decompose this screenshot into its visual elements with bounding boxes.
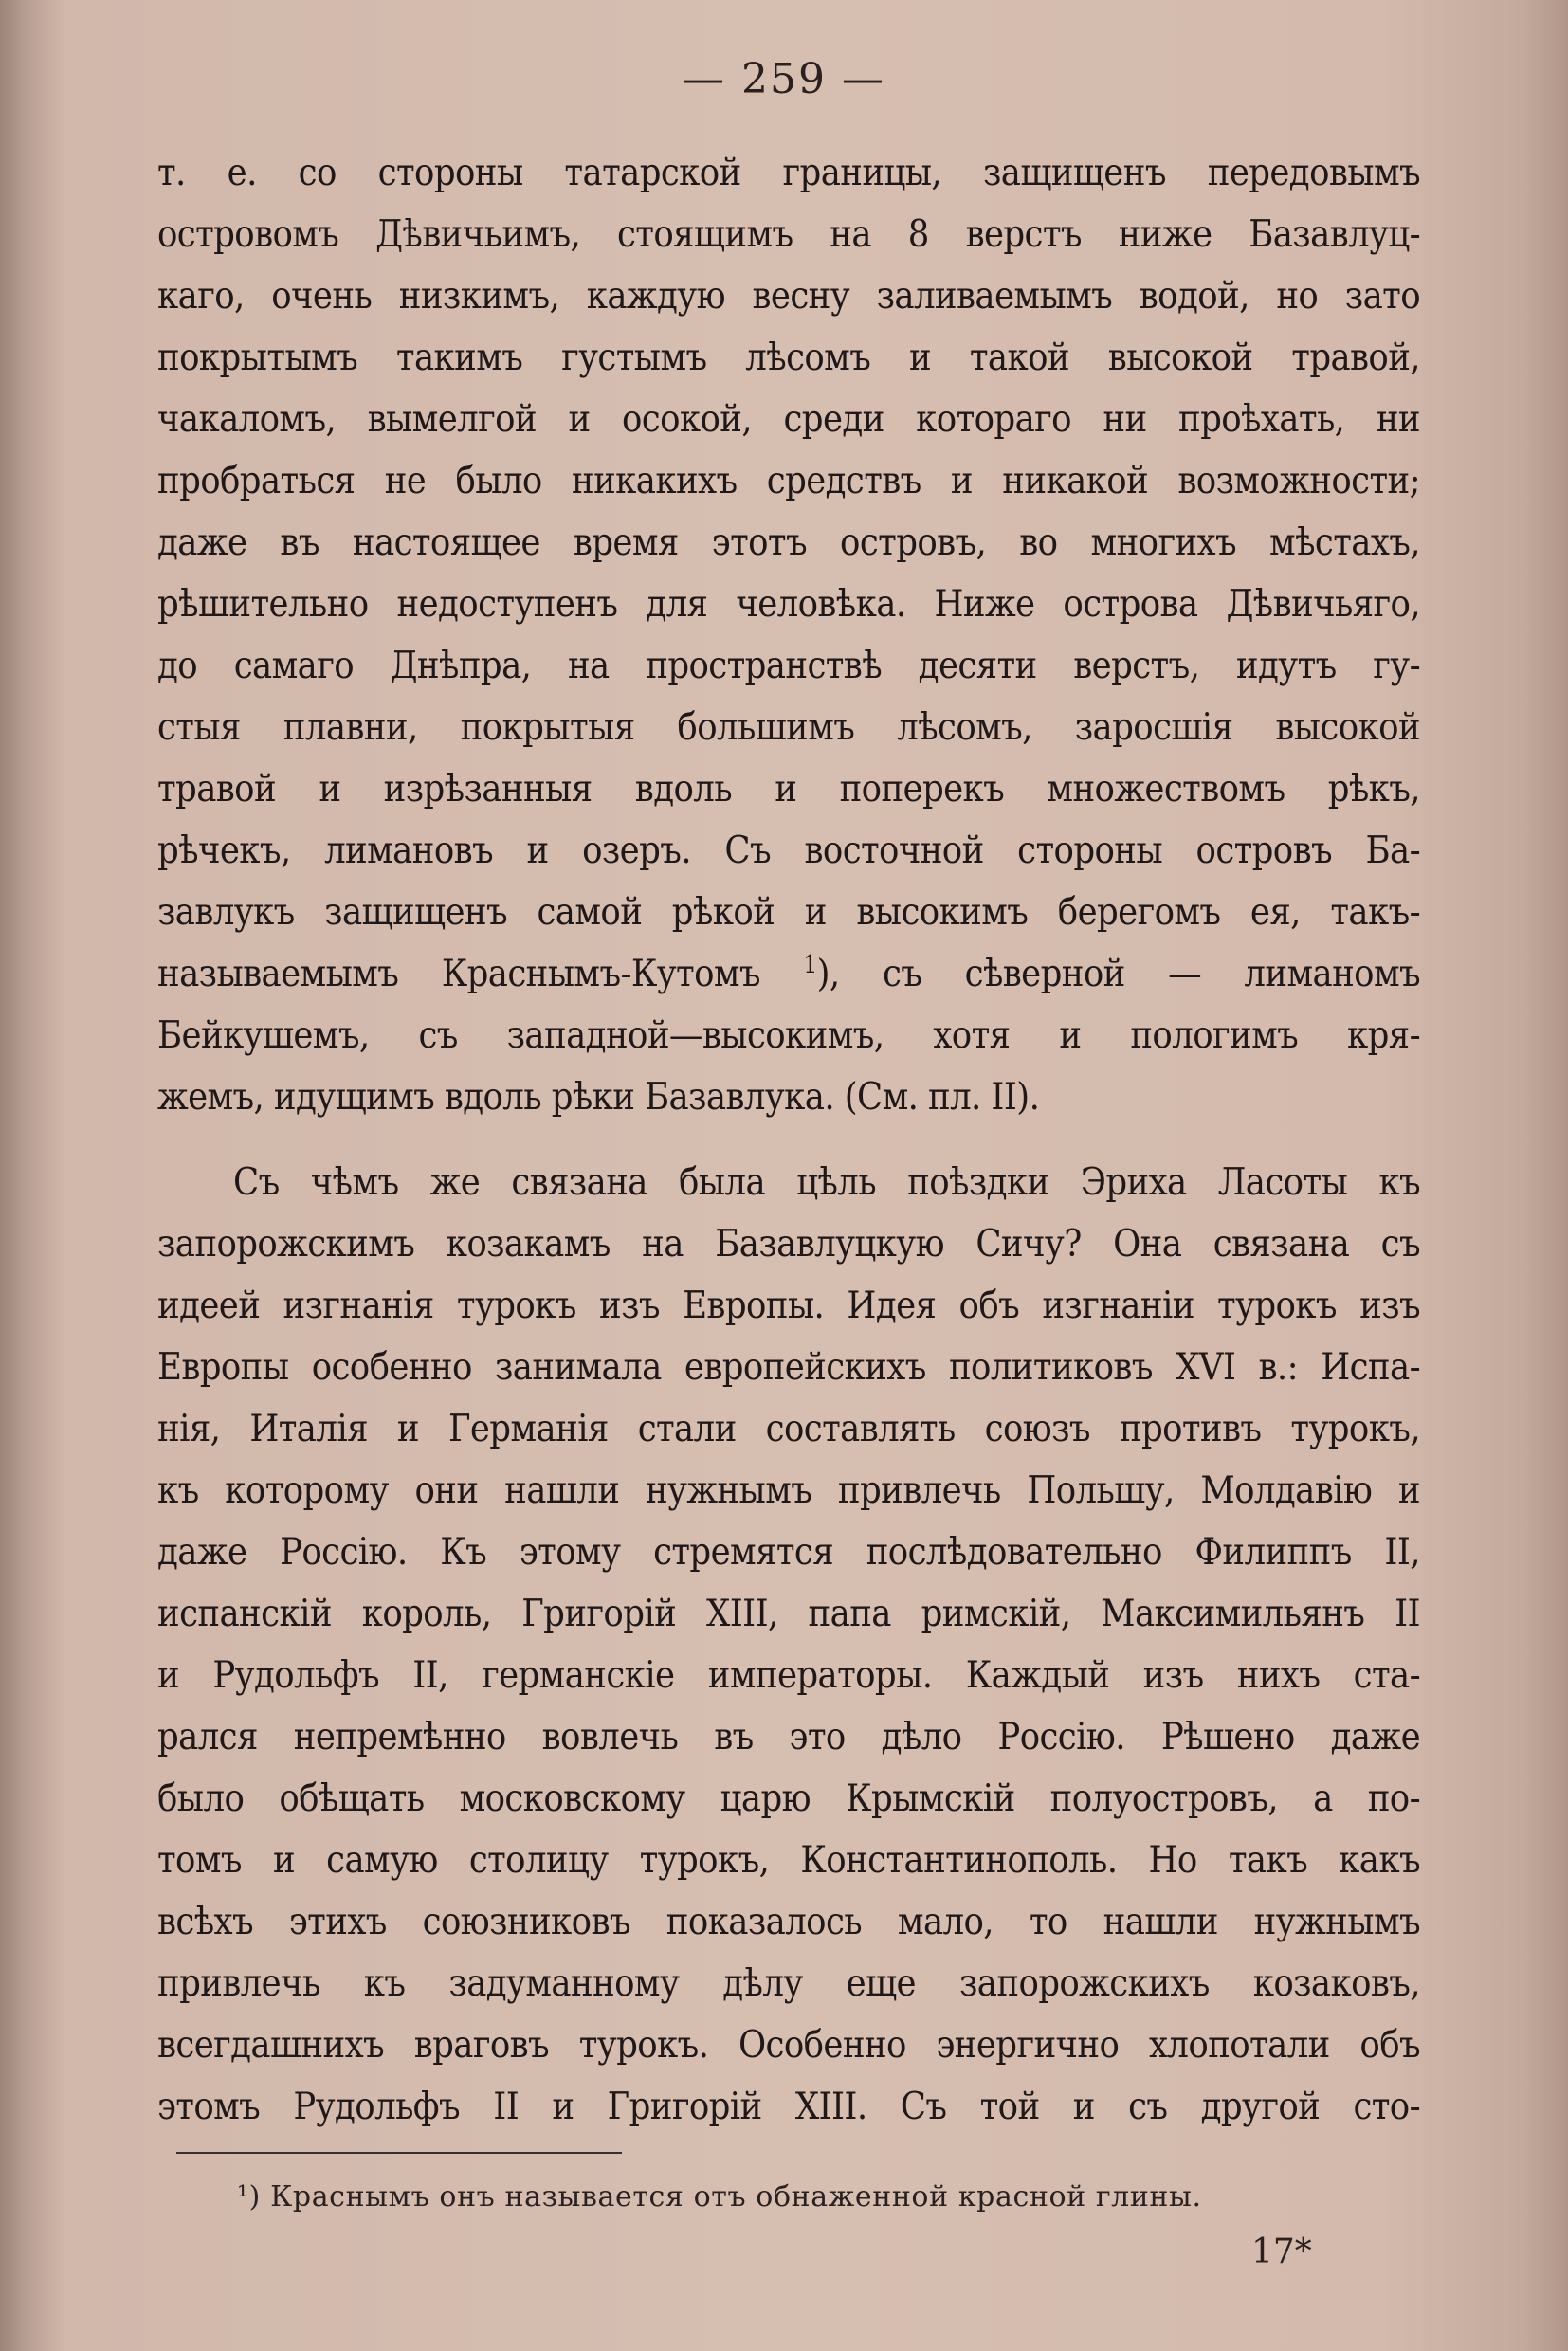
text-line: привлечь къ задуманному дѣлу еще запорожскихъ козаковъ, (157, 1961, 1420, 2005)
text-line: стыя плавни, покрытыя большимъ лѣсомъ, заросшія высокой (157, 705, 1420, 749)
footnote-divider (176, 2152, 622, 2154)
text-line: нія, Италія и Германія стали составлять союзъ противъ турокъ, (157, 1407, 1420, 1450)
text-line: даже въ настоящее время этотъ островъ, во многихъ мѣстахъ, (157, 520, 1420, 564)
text-line: островомъ Дѣвичьимъ, стоящимъ на 8 верстъ ниже Базавлуц- (157, 212, 1420, 256)
text-segment: называемымъ Краснымъ-Кутомъ (157, 952, 760, 995)
text-line: травой и изрѣзанныя вдоль и поперекъ множествомъ рѣкъ, (157, 767, 1420, 811)
text-line: этомъ Рудольфъ II и Григорій XIII. Съ той и съ другой сто- (157, 2085, 1420, 2128)
text-line: испанскій король, Григорій XIII, папа римскій, Максимильянъ II (157, 1592, 1420, 1635)
text-segment: ), съ сѣверной — лиманомъ (816, 952, 1420, 995)
text-line: было обѣщать московскому царю Крымскій полуостровъ, а по- (157, 1777, 1420, 1820)
text-line: до самаго Днѣпра, на пространствѣ десяти верстъ, идутъ гу- (157, 644, 1420, 687)
footnote: ¹) Краснымъ онъ называется отъ обнаженной красной глины. (237, 2180, 1202, 2214)
text-line: запорожскимъ козакамъ на Базавлуцкую Сичу? Она связана съ (157, 1222, 1420, 1266)
footnote-marker: 1 (803, 950, 817, 979)
text-line: Бейкушемъ, съ западной—высокимъ, хотя и пологимъ кря- (157, 1013, 1420, 1057)
text-line: Съ чѣмъ же связана была цѣль поѣздки Эриха Ласоты къ (233, 1160, 1420, 1204)
text-line: идеей изгнанія турокъ изъ Европы. Идея объ изгнаніи турокъ изъ (157, 1284, 1420, 1327)
text-line: завлукъ защищенъ самой рѣкой и высокимъ берегомъ ея, такъ- (157, 890, 1420, 934)
text-line: пробраться не было никакихъ средствъ и никакой возможности; (157, 459, 1420, 502)
text-line: рѣшительно недоступенъ для человѣка. Ниже острова Дѣвичьяго, (157, 582, 1420, 626)
text-line: всегдашнихъ враговъ турокъ. Особенно энергично хлопотали объ (157, 2023, 1420, 2067)
text-line-with-footnote (157, 943, 1420, 1005)
text-line: т. е. со стороны татарской границы, защищенъ передовымъ (157, 151, 1420, 194)
text-line: и Рудольфъ II, германскіе императоры. Каждый изъ нихъ ста- (157, 1653, 1420, 1697)
text-line: томъ и самую столицу турокъ, Константинополь. Но такъ какъ (157, 1838, 1420, 1882)
text-line: чакаломъ, вымелгой и осокой, среди котораго ни проѣхать, ни (157, 397, 1420, 441)
text-line: всѣхъ этихъ союзниковъ показалось мало, то нашли нужнымъ (157, 1900, 1420, 1943)
body-text (157, 142, 1420, 2138)
signature-mark: 17* (1251, 2233, 1312, 2271)
text-line: каго, очень низкимъ, каждую весну заливаемымъ водой, но зато (157, 274, 1420, 318)
text-line: Европы особенно занимала европейскихъ политиковъ XVI в.: Испа- (157, 1345, 1420, 1389)
text-line: покрытымъ такимъ густымъ лѣсомъ и такой высокой травой, (157, 336, 1420, 379)
text-line: даже Россію. Къ этому стремятся послѣдовательно Филиппъ II, (157, 1530, 1420, 1574)
text-line: рѣчекъ, лимановъ и озеръ. Съ восточной стороны островъ Ба- (157, 829, 1420, 872)
text-line: къ которому они нашли нужнымъ привлечь Польшу, Молдавію и (157, 1468, 1420, 1512)
text-line: рался непремѣнно вовлечь въ это дѣло Россію. Рѣшено даже (157, 1715, 1420, 1759)
text-line: жемъ, идущимъ вдоль рѣки Базавлука. (См. пл. II). (157, 1075, 1040, 1119)
page-number: — 259 — (683, 55, 885, 103)
